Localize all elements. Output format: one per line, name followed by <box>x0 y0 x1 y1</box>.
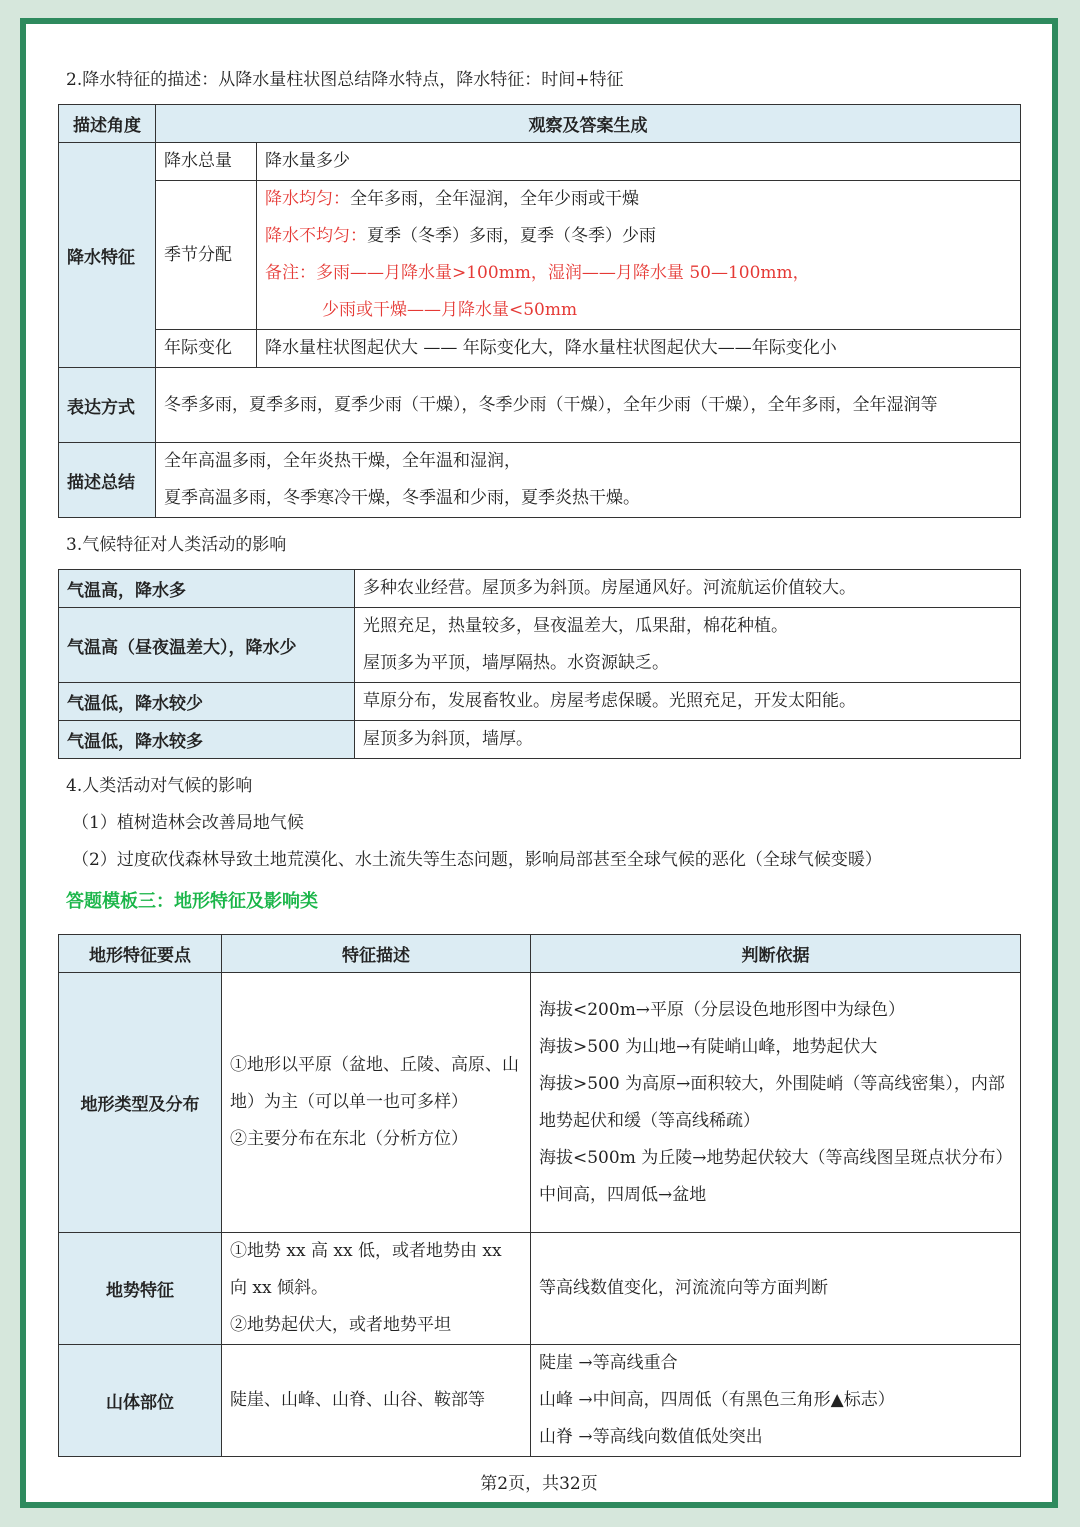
terrain-table-header <box>59 935 1021 973</box>
impact-4: 屋顶多为斜顶，墙厚。 <box>355 721 1021 759</box>
basis-peak: 山峰 →中间高，四周低（有黑色三角形▲标志） <box>539 1390 895 1410</box>
terrain-type-desc-2: ②主要分布在东北（分析方位） <box>230 1129 468 1149</box>
header-desc: 特征描述 <box>222 935 531 973</box>
uneven-text: 夏季（冬季）多雨，夏季（冬季）少雨 <box>367 226 656 246</box>
impact-2 <box>355 608 1021 683</box>
total-text: 降水量多少 <box>257 143 1021 181</box>
even-label: 降水均匀： <box>265 189 350 209</box>
precip-table <box>58 104 1021 518</box>
header-point: 地形特征要点 <box>59 935 222 973</box>
mountain-part-desc: 陡崖、山峰、山脊、山谷、鞍部等 <box>222 1345 531 1457</box>
table-row <box>59 368 1021 443</box>
impact-2-line-2: 屋顶多为平顶，墙厚隔热。水资源缺乏。 <box>363 653 669 673</box>
basis-hill: 海拔<500m 为丘陵→地势起伏较大（等高线图呈斑点状分布） <box>539 1147 1013 1168</box>
climate-impact-table <box>58 569 1021 759</box>
header-basis: 判断依据 <box>531 935 1021 973</box>
impact-3: 草原分布，发展畜牧业。房屋考虑保暖。光照充足，开发太阳能。 <box>355 683 1021 721</box>
page-number: 第2页，共32页 <box>480 1474 598 1494</box>
table-row <box>59 443 1021 518</box>
condition-4: 气温低，降水较多 <box>59 721 355 759</box>
table-row <box>59 1233 1021 1345</box>
terrain-type-basis <box>531 973 1021 1233</box>
season-label: 季节分配 <box>156 181 257 330</box>
table-row <box>59 1345 1021 1457</box>
summary-line-2: 夏季高温多雨，冬季寒冷干燥，冬季温和少雨，夏季炎热干燥。 <box>164 488 640 508</box>
section2-title: 2.降水特征的描述：从降水量柱状图总结降水特点，降水特征：时间+特征 <box>66 70 624 90</box>
precip-feature-label: 降水特征 <box>59 143 156 368</box>
mountain-part-label: 山体部位 <box>59 1345 222 1457</box>
template3-title: 答题模板三：地形特征及影响类 <box>66 891 318 912</box>
header-angle: 描述角度 <box>59 105 156 143</box>
season-line-2 <box>265 218 1012 255</box>
section4-item-2: （2）过度砍伐森林导致土地荒漠化、水土流失等生态问题，影响局部甚至全球气候的恶化（全球气候变暖） <box>72 850 882 870</box>
section4-title: 4.人类活动对气候的影响 <box>66 776 253 796</box>
basis-plain: 海拔<200m→平原（分层设色地形图中为绿色） <box>539 999 906 1020</box>
mountain-part-basis <box>531 1345 1021 1457</box>
table-row <box>59 721 1021 759</box>
summary-label: 描述总结 <box>59 443 156 518</box>
table-row <box>59 608 1021 683</box>
table-row <box>59 683 1021 721</box>
condition-3: 气温低，降水较少 <box>59 683 355 721</box>
condition-2: 气温高（昼夜温差大），降水少 <box>59 608 355 683</box>
section4-item-1: （1）植树造林会改善局地气候 <box>72 813 304 833</box>
terrain-type-label: 地形类型及分布 <box>59 973 222 1233</box>
season-cell <box>257 181 1021 330</box>
slope-basis: 等高线数值变化，河流流向等方面判断 <box>531 1233 1021 1345</box>
impact-2-line-1: 光照充足，热量较多，昼夜温差大，瓜果甜，棉花种植。 <box>363 616 788 636</box>
terrain-table <box>58 934 1021 1457</box>
precip-table-header <box>59 105 1021 143</box>
season-note-2: 少雨或干燥——月降水量<50mm <box>322 300 578 320</box>
expression-label: 表达方式 <box>59 368 156 443</box>
total-label: 降水总量 <box>156 143 257 181</box>
table-row <box>59 570 1021 608</box>
uneven-label: 降水不均匀： <box>265 226 367 246</box>
season-note-1: 备注：多雨——月降水量>100mm，湿润——月降水量 50—100mm， <box>265 263 810 283</box>
annual-text: 降水量柱状图起伏大 —— 年际变化大，降水量柱状图起伏大——年际变化小 <box>257 330 1021 368</box>
table-row <box>59 330 1021 368</box>
summary-line-1: 全年高温多雨，全年炎热干燥，全年温和湿润， <box>164 451 521 471</box>
impact-1: 多种农业经营。屋顶多为斜顶。房屋通风好。河流航运价值较大。 <box>355 570 1021 608</box>
table-row <box>59 143 1021 181</box>
summary-cell <box>156 443 1021 518</box>
slope-desc-2: ②地势起伏大，或者地势平坦 <box>230 1315 451 1335</box>
page-frame <box>20 18 1058 1508</box>
basis-basin: 中间高，四周低→盆地 <box>539 1184 707 1205</box>
expression-text: 冬季多雨，夏季多雨，夏季少雨（干燥），冬季少雨（干燥），全年少雨（干燥），全年多雨，全年湿润等 <box>156 368 1021 443</box>
basis-mountain: 海拔>500 为山地→有陡峭山峰，地势起伏大 <box>539 1036 878 1057</box>
basis-cliff: 陡崖 →等高线重合 <box>539 1353 678 1373</box>
basis-ridge: 山脊 →等高线向数值低处突出 <box>539 1427 763 1447</box>
terrain-type-desc-1: ①地形以平原（盆地、丘陵、高原、山地）为主（可以单一也可多样） <box>230 1055 519 1112</box>
section3-title: 3.气候特征对人类活动的影响 <box>66 535 287 555</box>
slope-desc <box>222 1233 531 1345</box>
basis-plateau: 海拔>500 为高原→面积较大，外围陡峭（等高线密集），内部地势起伏和缓（等高线稀疏） <box>539 1073 1005 1131</box>
table-row <box>59 973 1021 1233</box>
slope-label: 地势特征 <box>59 1233 222 1345</box>
season-line-1 <box>265 181 1012 218</box>
terrain-type-desc <box>222 973 531 1233</box>
even-text: 全年多雨，全年湿润，全年少雨或干燥 <box>350 189 639 209</box>
annual-label: 年际变化 <box>156 330 257 368</box>
slope-desc-1: ①地势 xx 高 xx 低，或者地势由 xx 向 xx 倾斜。 <box>230 1241 502 1298</box>
header-observe: 观察及答案生成 <box>156 105 1021 143</box>
condition-1: 气温高，降水多 <box>59 570 355 608</box>
table-row <box>59 181 1021 330</box>
